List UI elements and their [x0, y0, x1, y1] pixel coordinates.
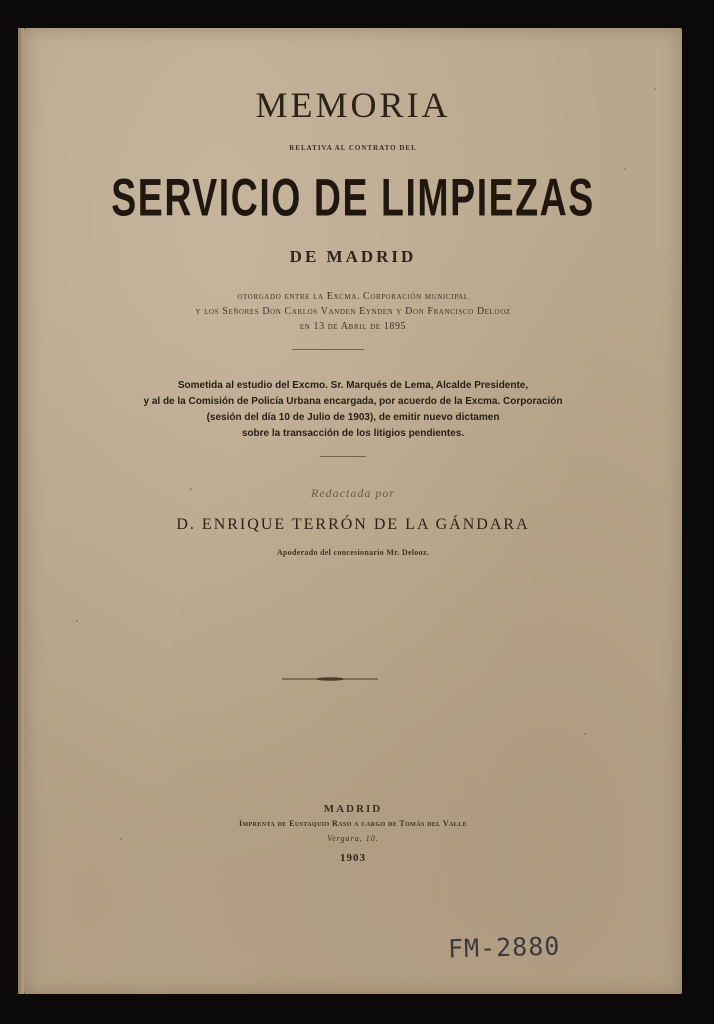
sometida-line-1: Sometida al estudio del Excmo. Sr. Marqués de Lema, Alcalde Presidente,	[177, 380, 529, 391]
divider-rule-short	[320, 456, 366, 457]
otorgado-line-3: en 13 de Abril de 1895	[299, 321, 407, 332]
imprint-year: 1903	[340, 852, 366, 864]
sometida-line-3: (sesión del día 10 de Julio de 1903), de emitir nuevo dictamen	[206, 412, 500, 423]
cover-title: MEMORIA	[255, 85, 451, 125]
imprint-city: MADRID	[323, 803, 383, 815]
handwritten-shelfmark: FM-2880	[447, 931, 561, 964]
book-cover	[24, 28, 682, 994]
ornament-rule	[282, 675, 378, 683]
otorgado-line-1: otorgado entre la Excma. Corporación municipal	[237, 291, 469, 302]
imprint-printer: Imprenta de Eustaquio Raso a cargo de Tomás del Valle	[238, 819, 468, 828]
otorgado-line-2: y los Señores Don Carlos Vanden Eynden y Don Francisco Delooz	[195, 306, 511, 317]
cover-de-madrid: DE MADRID	[289, 247, 417, 266]
author-name: D. ENRIQUE TERRÓN DE LA GÁNDARA	[176, 516, 530, 533]
sometida-line-4: sobre la transacción de los litigios pendientes.	[241, 428, 465, 439]
cover-relativa-line: RELATIVA AL CONTRATO DEL	[289, 144, 417, 152]
redactada-label: Redactada por	[311, 486, 395, 500]
cover-main-title: SERVICIO DE LIMPIEZAS	[111, 169, 595, 228]
sometida-line-2: y al de la Comisión de Policía Urbana encargada, por acuerdo de la Excma. Corporación	[143, 396, 563, 407]
divider-rule	[292, 349, 364, 350]
author-role: Apoderado del concesionario Mr. Delooz.	[276, 548, 430, 557]
imprint-address: Vergara, 10.	[327, 834, 379, 843]
